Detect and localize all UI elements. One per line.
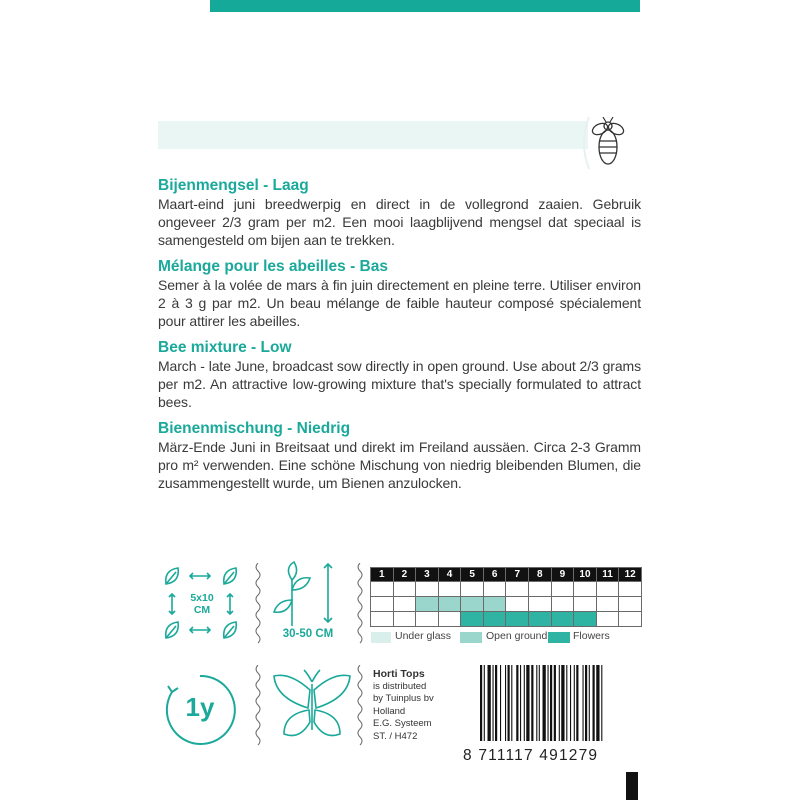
calendar-cell [529, 597, 552, 612]
calendar-row-under-glass [371, 582, 642, 597]
section-title: Bienenmischung - Niedrig [158, 420, 351, 437]
description-content [158, 176, 641, 500]
legend-label: Open ground [486, 630, 548, 642]
calendar-cell [551, 582, 574, 597]
calendar-cell [483, 582, 506, 597]
bee-icon [575, 113, 641, 173]
section-title: Bee mixture - Low [158, 339, 292, 356]
calendar-cell [596, 612, 619, 627]
butterfly-icon [270, 668, 354, 746]
distributor-info [373, 668, 463, 743]
calendar-cell [529, 612, 552, 627]
barcode-icon [478, 665, 642, 741]
calendar-cell [393, 582, 416, 597]
distributor-line: ST. / H472 [373, 730, 418, 742]
distributor-line: by Tuinplus bv [373, 693, 434, 704]
calendar-cell [483, 612, 506, 627]
month-cell: 12 [619, 568, 642, 582]
calendar-cell [416, 612, 439, 627]
legend-swatch-open-ground [460, 632, 482, 643]
spacing-label [185, 592, 219, 616]
distributor-line: is distributed [373, 680, 427, 692]
calendar-cell [461, 597, 484, 612]
calendar-cell [438, 597, 461, 612]
section-title: Mélange pour les abeilles - Bas [158, 258, 388, 275]
section-german [158, 419, 641, 492]
spacing-value: 5x10 [190, 592, 214, 604]
legend-swatch-under-glass [371, 632, 391, 643]
calendar-cell [416, 597, 439, 612]
calendar-cell [551, 612, 574, 627]
calendar-cell [371, 612, 394, 627]
lifecycle-label: 1y [185, 692, 215, 722]
calendar-cell [506, 612, 529, 627]
section-title: Bijenmengsel - Laag [158, 177, 309, 194]
calendar-cell [619, 612, 642, 627]
calendar-cell [483, 597, 506, 612]
calendar-cell [461, 582, 484, 597]
calendar-cell [619, 597, 642, 612]
month-cell: 2 [393, 568, 416, 582]
calendar-cell [529, 582, 552, 597]
calendar-cell [506, 582, 529, 597]
plant-height-icon [270, 560, 350, 628]
section-text: März-Ende Juni in Breitsaat und direkt im Freiland aussäen. Circa 2-3 Gramm pro m² verwenden. Eine schöne Mischung von niedrig bleibenden Blumen, die zusammengestellt wurde, um Bienen anzulocken. [158, 439, 641, 491]
calendar-cell [574, 582, 597, 597]
section-text: Maart-eind juni breedwerpig en direct in de vollegrond zaaien. Gebruik ongeveer 2/3 gram per m2. Een mooi laagblijvend mengsel dat speciaal is samengesteld om bijen aan te trekken. [158, 196, 641, 248]
section-english [158, 338, 641, 411]
calendar-cell [506, 597, 529, 612]
month-cell: 4 [438, 568, 461, 582]
month-cell: 11 [596, 568, 619, 582]
legend-label: Flowers [573, 630, 610, 642]
sowing-calendar [370, 567, 642, 627]
legend-label: Under glass [395, 630, 452, 642]
calendar-cell [438, 582, 461, 597]
section-text: March - late June, broadcast sow directly in open ground. Use about 2/3 grams per m2. An attractive low-growing mixture that's specially formulated to attract bees. [158, 358, 641, 410]
calendar-cell [596, 582, 619, 597]
distributor-line: E.G. Systeem [373, 718, 432, 729]
separator [254, 563, 262, 645]
calendar-cell [596, 597, 619, 612]
section-french [158, 257, 641, 330]
calendar-row-open-ground [371, 597, 642, 612]
section-dutch [158, 176, 641, 249]
calendar-cell [438, 612, 461, 627]
barcode-number: 8 711117 491279 [463, 747, 599, 764]
calendar-cell [461, 612, 484, 627]
spacing-unit: CM [193, 604, 211, 616]
legend-swatch-flowers [548, 632, 570, 643]
calendar-cell [371, 582, 394, 597]
month-cell: 10 [574, 568, 597, 582]
calendar-cell [393, 597, 416, 612]
month-cell: 8 [529, 568, 552, 582]
calendar-cell [551, 597, 574, 612]
distributor-line: Holland [373, 705, 406, 717]
calendar-row-flowers [371, 612, 642, 627]
calendar-cell [574, 612, 597, 627]
calendar-cell [416, 582, 439, 597]
month-cell: 3 [416, 568, 439, 582]
month-cell: 9 [551, 568, 574, 582]
separator [254, 665, 262, 747]
crop-mark [626, 772, 638, 800]
top-accent-bar [210, 0, 640, 12]
calendar-cell [619, 582, 642, 597]
month-cell: 7 [506, 568, 529, 582]
month-cell: 5 [461, 568, 484, 582]
section-text: Semer à la volée de mars à fin juin directement en pleine terre. Utiliser environ 2 à 3 g par m2. Un beau mélange de faible hauteur composé spécialement pour attirer les abeilles. [158, 277, 641, 329]
separator [356, 563, 364, 645]
month-cell: 6 [483, 568, 506, 582]
month-cell: 1 [371, 568, 394, 582]
calendar-month-row [371, 568, 642, 582]
separator [356, 665, 364, 747]
height-label: 30-50 CM [282, 628, 334, 640]
calendar-cell [574, 597, 597, 612]
calendar-cell [371, 597, 394, 612]
header-band [158, 121, 588, 149]
brand-name: Horti Tops [373, 668, 425, 680]
calendar-cell [393, 612, 416, 627]
